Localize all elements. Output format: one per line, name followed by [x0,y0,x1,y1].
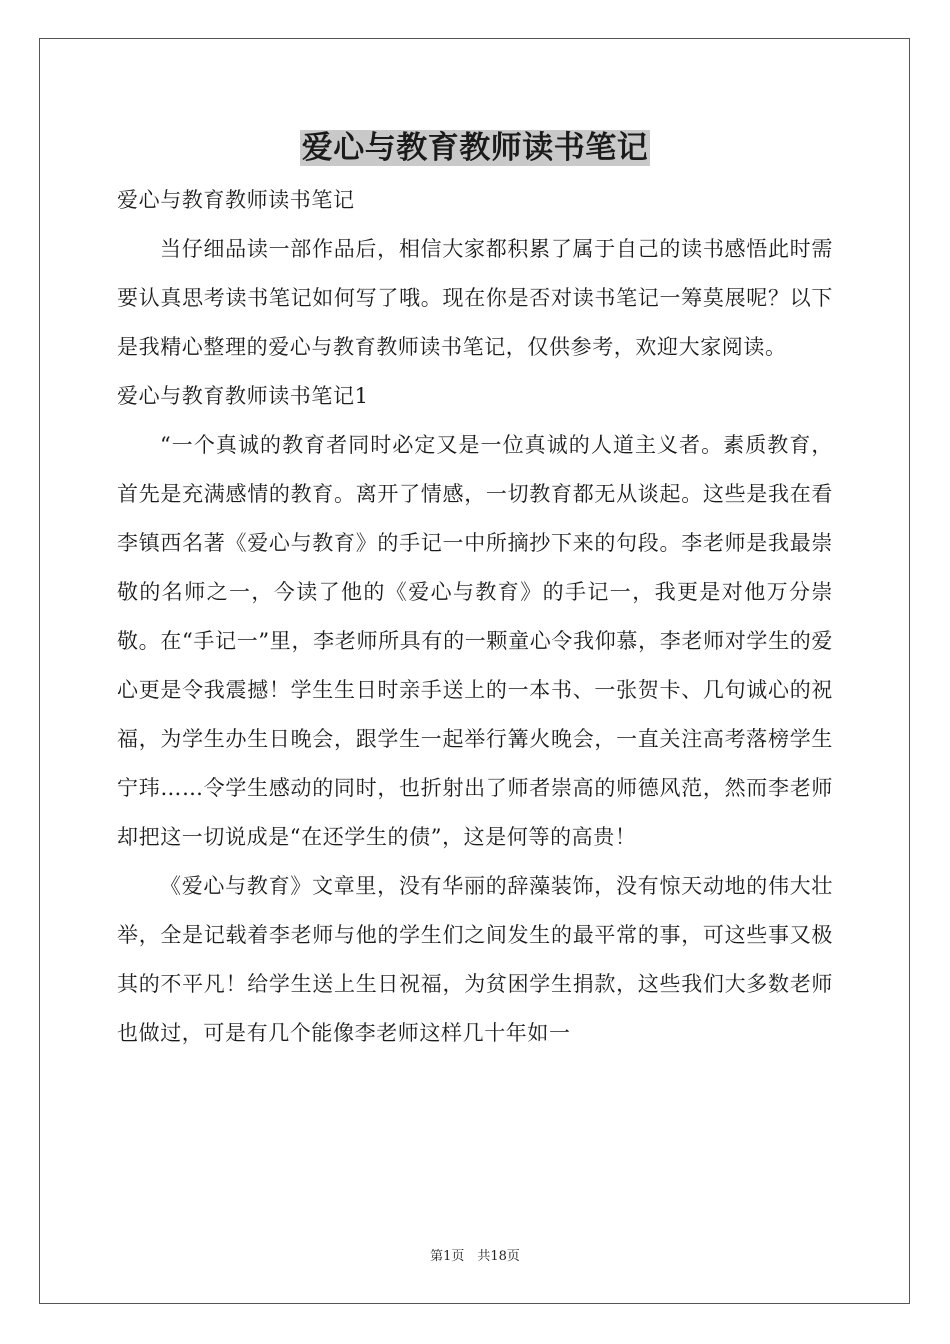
intro-paragraph: 当仔细品读一部作品后，相信大家都积累了属于自己的读书感悟此时需要认真思考读书笔记如何写了哦。现在你是否对读书笔记一筹莫展呢？以下是我精心整理的爱心与教育教师读书笔记，仅供参考，欢迎大家阅读。 [117,237,833,359]
section-heading: 爱心与教育教师读书笔记1 [117,384,369,408]
document-subtitle: 爱心与教育教师读书笔记 [117,188,355,212]
document-title [0,126,950,170]
body-paragraph-1: “一个真诚的教育者同时必定又是一位真诚的人道主义者。素质教育，首先是充满感情的教育。离开了情感，一切教育都无从谈起。这些是我在看李镇西名著《爱心与教育》的手记一中所摘抄下来的句段。李老师是我最崇敬的名师之一，今读了他的《爱心与教育》的手记一，我更是对他万分崇敬。在“手记一”里，李老师所具有的一颗童心令我仰慕，李老师对学生的爱心更是令我震撼！学生生日时亲手送上的一本书、一张贺卡、几句诚心的祝福，为学生办生日晚会，跟学生一起举行篝火晚会，一直关注高考落榜学生宁玮……令学生感动的同时，也折射出了师者崇高的师德风范，然而李老师却把这一切说成是“在还学生的债”，这是何等的高贵！ [117,433,833,849]
page-footer: 第1页 共18页 [430,1249,520,1264]
document-body [117,176,833,1058]
body-paragraph-2: 《爱心与教育》文章里，没有华丽的辞藻装饰，没有惊天动地的伟大壮举，全是记载着李老师与他的学生们之间发生的最平常的事，可这些事又极其的不平凡！给学生送上生日祝福，为贫困学生捐款，这些我们大多数老师也做过，可是有几个能像李老师这样几十年如一 [117,874,833,1045]
document-title-text: 爱心与教育教师读书笔记 [301,130,649,166]
